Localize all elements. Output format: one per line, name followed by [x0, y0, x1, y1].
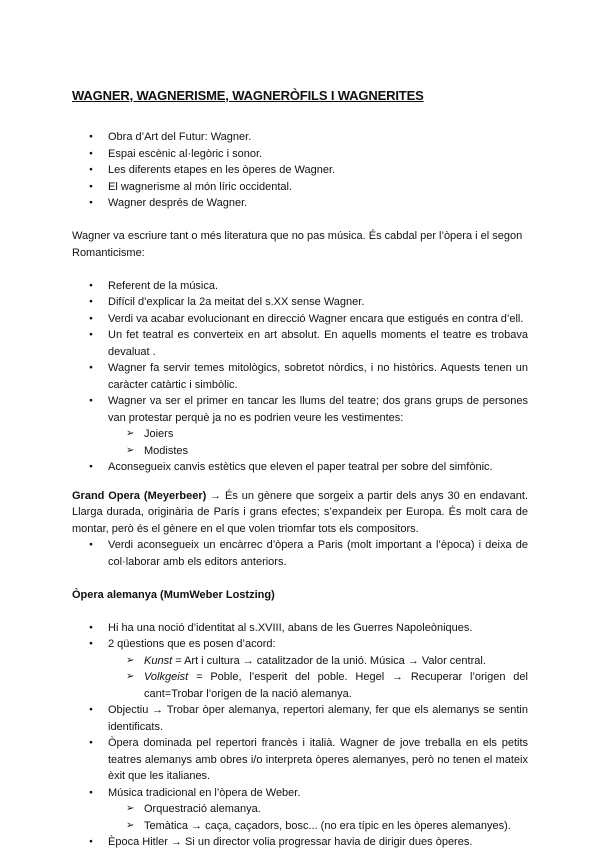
sublist-item [72, 669, 528, 702]
list-item: ● El wagnerisme al món líric occidental. [72, 179, 528, 196]
list-item [72, 785, 528, 835]
list-item: ● Hi ha una noció d’identitat al s.XVIII, abans de les Guerres Napoleòniques. [72, 620, 528, 637]
list-item-text: Wagner va ser el primer en tancar les llums del teatre; dos grans grups de persones van protestar perquè ja no es podrien veure les vestimentes: [108, 395, 528, 424]
volkgeist-term: Volkgeist [144, 671, 189, 683]
opera-alemanya-list [72, 620, 528, 851]
sublist-item: ➢ Orquestració alemanya. [72, 801, 528, 818]
list-item: ● Verdi va acabar evolucionant en direcció Wagner encara que estigués en contra d’ell. [72, 311, 528, 328]
grand-opera-list [72, 537, 528, 570]
grand-opera-text: → És un gènere que sorgeix a partir dels anys 30 en endavant. Llarga durada, originària de París i grans efectes; s’expandeix per Europa. És molt cara de montar, però és el gènere en el que volen triomfar tots els compositors. [72, 489, 529, 535]
protesters-sublist [108, 426, 528, 459]
list-item-text: 2 qüestions que es posen d’acord: [108, 638, 276, 650]
kunst-text: = Art i cultura → catalitzador de la unió. Música → Valor central. [172, 654, 486, 667]
points-list [72, 278, 528, 476]
opera-alemanya-heading: Òpera alemanya (MumWeber Lostzing) [72, 588, 275, 601]
list-item: ● Època Hitler → Si un director volia progressar havia de dirigir dues òperes. [72, 834, 528, 851]
document-body [72, 88, 528, 851]
list-item: ● Wagner després de Wagner. [72, 195, 528, 212]
list-item: ● Un fet teatral es converteix en art absolut. En aquells moments el teatre es trobava devaluat . [72, 327, 528, 360]
list-item: ● Wagner fa servir temes mitològics, sobretot nòrdics, i no històrics. Aquests tenen un caràcter catàrtic i simbòlic. [72, 360, 528, 393]
list-item: ● Verdi aconsegueix un encàrrec d’òpera a Paris (molt important a l’època) i deixa de col·laborar amb els editors anteriors. [72, 537, 528, 570]
list-item: ● Espai escènic al·legòric i sonor. [72, 146, 528, 163]
list-item [72, 393, 528, 459]
weber-sublist [108, 801, 528, 834]
questions-sublist [108, 653, 528, 703]
page-title: WAGNER, WAGNERISME, WAGNERÒFILS I WAGNERITES [72, 88, 424, 103]
list-item [72, 636, 528, 702]
list-item: ● Obra d’Art del Futur: Wagner. [72, 129, 528, 146]
list-item: ● Aconsegueix canvis estètics que eleven el paper teatral per sobre del simfònic. [72, 459, 528, 476]
sublist-item: ➢ Joiers [72, 426, 528, 443]
grand-opera-heading: Grand Opera (Meyerbeer) [72, 489, 207, 502]
list-item: ● Les diferents etapes en les òperes de Wagner. [72, 162, 528, 179]
sublist-item: ➢ Modistes [72, 443, 528, 460]
list-item: ● Objectiu → Trobar òper alemanya, repertori alemany, fer que els alemanys se sentin identificats. [72, 702, 528, 735]
volkgeist-text: = Poble, l’esperit del poble. Hegel → Recuperar l’origen del cant=Trobar l’origen de la nació alemanya. [144, 671, 528, 700]
list-item: ● Difícil d’explicar la 2a meitat del s.XX sense Wagner. [72, 294, 528, 311]
grand-opera-paragraph [72, 488, 528, 538]
list-item-text: Música tradicional en l’òpera de Weber. [108, 786, 301, 799]
intro-paragraph: Wagner va escriure tant o més literatura que no pas música. És cabdal per l’òpera i el segon Romanticisme: [72, 230, 523, 259]
sublist-item [72, 653, 528, 670]
sublist-item: ➢ Temàtica → caça, caçadors, bosc... (no era típic en les òperes alemanyes). [72, 818, 528, 835]
kunst-term: Kunst [144, 654, 173, 667]
list-item: ● Òpera dominada pel repertori francès i italià. Wagner de jove treballa en els petits teatres alemanys amb obres i/o interpreta òperes alemanyes, però no tenen el mateix èxit que les italianes. [72, 735, 528, 785]
topics-list [72, 129, 528, 212]
list-item: ● Referent de la música. [72, 278, 528, 295]
